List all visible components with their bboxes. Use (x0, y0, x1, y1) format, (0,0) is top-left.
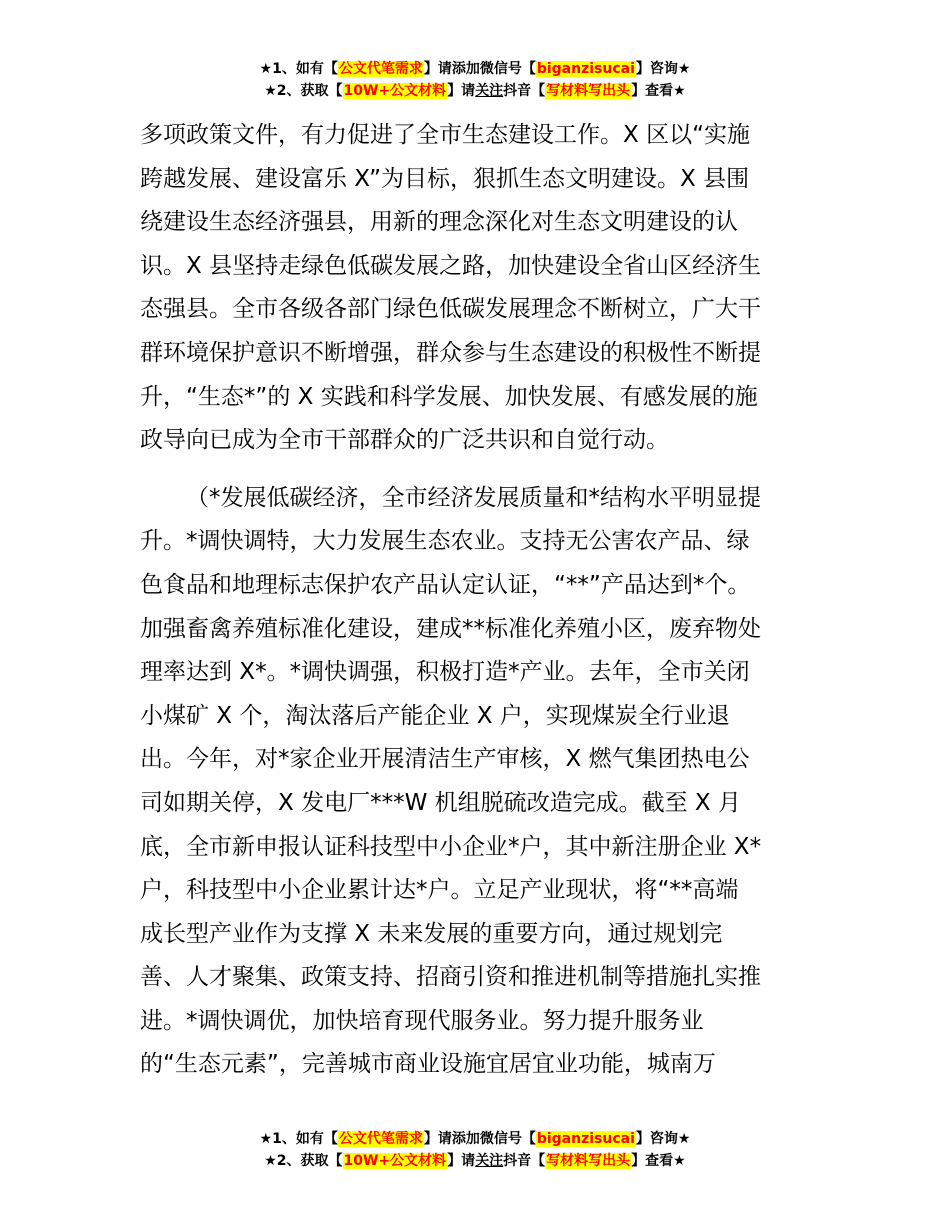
banner-emphasis: 关注 (475, 1153, 504, 1169)
highlight-douyin: 写材料写出头 (546, 83, 631, 99)
banner-emphasis: 关注 (475, 83, 504, 99)
paragraph-1 (140, 114, 812, 463)
highlight-service: 公文代笔需求 (338, 1131, 423, 1147)
banner-text: 】咨询★ (635, 61, 691, 77)
highlight-materials: 10W+公文材料 (343, 1153, 447, 1169)
highlight-wechat-id: biganzisucai (536, 1131, 635, 1147)
text-line: 加强畜禽养殖标准化建设，建成**标准化养殖小区，废弃物处 (140, 615, 761, 642)
document-body (140, 114, 812, 1087)
banner-text: 】请 (447, 83, 476, 99)
banner-text: ★2、获取【 (264, 1153, 343, 1169)
text-line: 群环境保护意识不断增强，群众参与生态建设的积极性不断提 (140, 339, 761, 366)
text-line: （*发展低碳经济，全市经济发展质量和*结构水平明显提 (186, 484, 761, 511)
banner-text: 】请 (447, 1153, 476, 1169)
text-line: 司如期关停，X 发电厂***W 机组脱硫改造完成。截至 X 月 (140, 789, 741, 816)
text-line: 升，“生态*”的 X 实践和科学发展、加快发展、有感发展的施 (140, 383, 758, 410)
text-line: 底，全市新申报认证科技型中小企业*户，其中新注册企业 X* (140, 833, 762, 860)
text-line: 识。X 县坚持走绿色低碳发展之路，加快建设全省山区经济生 (140, 252, 762, 279)
text-line: 的“生态元素”，完善城市商业设施宜居宜业功能，城南万 (140, 1051, 716, 1078)
text-line: 态强县。全市各级各部门绿色低碳发展理念不断树立，广大干 (140, 296, 761, 323)
text-line: 进。*调快调优，加快培育现代服务业。努力提升服务业 (140, 1007, 704, 1034)
text-line: 色食品和地理标志保护农产品认定认证，“**”产品达到*个。 (140, 571, 751, 598)
text-line: 善、人才聚集、政策支持、招商引资和推进机制等措施扎实推 (140, 964, 761, 991)
banner-text: 】请 (423, 61, 452, 77)
highlight-service: 公文代笔需求 (338, 61, 423, 77)
banner-text: 】咨询★ (635, 1131, 691, 1147)
banner-text: 微信号【 (479, 61, 536, 77)
banner-emphasis: 添加 (451, 1131, 480, 1147)
banner-text: ★2、获取【 (264, 83, 343, 99)
text-line: 升。*调快调特，大力发展生态农业。支持无公害农产品、绿 (140, 528, 750, 555)
banner-line-2 (0, 1150, 950, 1172)
highlight-douyin: 写材料写出头 (546, 1153, 631, 1169)
highlight-materials: 10W+公文材料 (343, 83, 447, 99)
header-banner (0, 58, 950, 102)
banner-text: 】请 (423, 1131, 452, 1147)
banner-line-1 (0, 58, 950, 80)
paragraph-2 (140, 477, 812, 1087)
text-line: 政导向已成为全市干部群众的广泛共识和自觉行动。 (140, 427, 669, 454)
banner-text: 抖音【 (503, 1153, 546, 1169)
text-line: 理率达到 X*。*调快调强，积极打造*产业。去年，全市关闭 (140, 659, 750, 686)
banner-text: ★1、如有【 (259, 61, 338, 77)
banner-line-1 (0, 1128, 950, 1150)
text-line: 多项政策文件，有力促进了全市生态建设工作。X 区以“实施 (140, 122, 750, 148)
text-line: 绕建设生态经济强县，用新的理念深化对生态文明建设的认 (140, 209, 738, 236)
banner-emphasis: 添加 (451, 61, 480, 77)
banner-text: ★1、如有【 (259, 1131, 338, 1147)
text-line: 跨越发展、建设富乐 X”为目标，狠抓生态文明建设。X 县围 (140, 165, 750, 192)
text-line: 成长型产业作为支撑 X 未来发展的重要方向，通过规划完 (140, 920, 723, 947)
banner-text: 抖音【 (503, 83, 546, 99)
banner-text: 】查看★ (631, 1153, 686, 1169)
text-line: 出。今年，对*家企业开展清洁生产审核，X 燃气集团热电公 (140, 746, 750, 773)
banner-text: 】查看★ (631, 83, 686, 99)
banner-text: 微信号【 (479, 1131, 536, 1147)
banner-line-2 (0, 80, 950, 102)
footer-banner (0, 1128, 950, 1172)
paragraph-spacer (140, 463, 812, 477)
text-line: 小煤矿 X 个，淘汰落后产能企业 X 户，实现煤炭全行业退 (140, 702, 730, 729)
text-line: 户，科技型中小企业累计达*户。立足产业现状，将“**高端 (140, 877, 739, 904)
highlight-wechat-id: biganzisucai (536, 61, 635, 77)
